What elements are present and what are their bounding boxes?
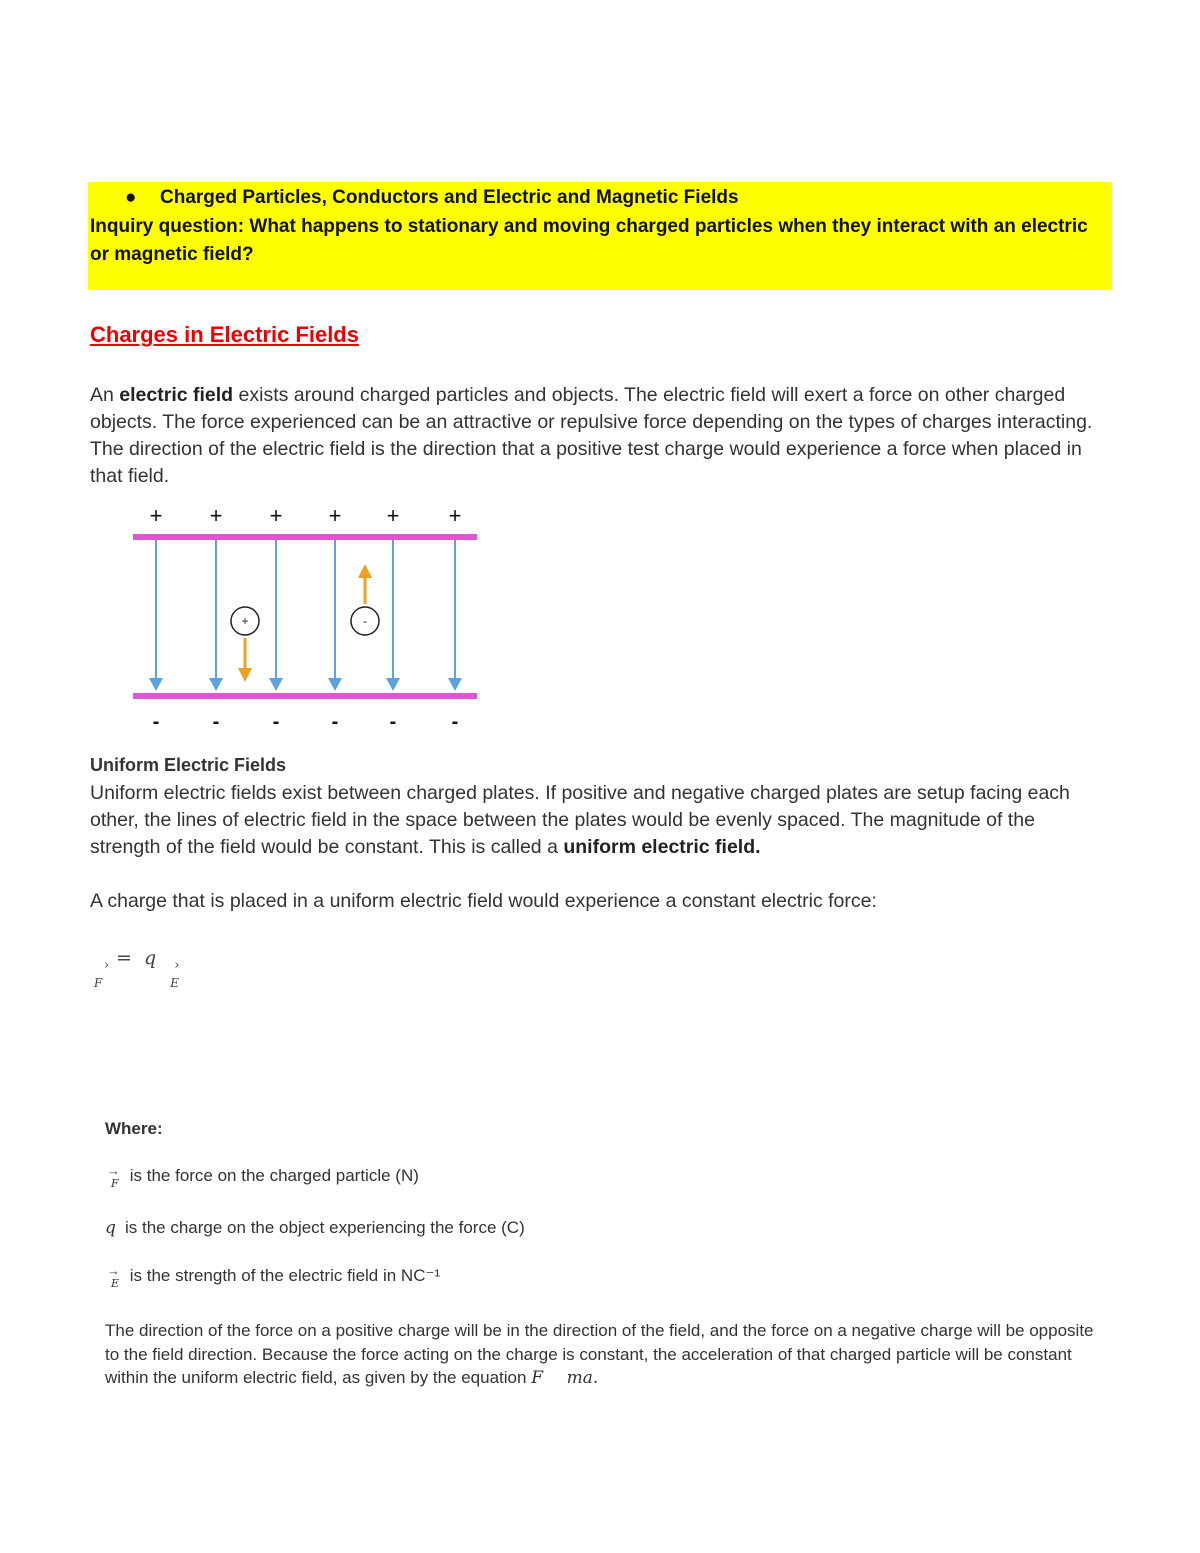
definition-charge: q is the charge on the object experiencing the force (C) (105, 1218, 525, 1238)
force-statement: A charge that is placed in a uniform electric field would experience a constant electric force: (90, 890, 877, 912)
plus-sign: + (328, 503, 342, 528)
plus-sign: + (269, 503, 283, 528)
field-arrowhead (448, 678, 462, 691)
field-arrowhead (386, 678, 400, 691)
minus-sign: - (331, 711, 339, 733)
field-arrowhead (328, 678, 342, 691)
section-heading: Charges in Electric Fields (90, 322, 359, 347)
inquiry-question: Inquiry question: What happens to stationary and moving charged particles when they interact with an electric or magnetic field? (90, 216, 1088, 265)
uniform-paragraph: Uniform electric fields exist between charged plates. If positive and negative charged plates are setup facing each other, the lines of electric field in the space between the plates would be evenly spaced. The magnitude of the strength of the field would be constant. This is called a uniform electric field. (90, 782, 1070, 858)
definition-force: → F is the force on the charged particle (N) (107, 1162, 419, 1190)
field-lines (149, 540, 462, 691)
eq-F-inline: F (531, 1368, 543, 1388)
bullet: ● (125, 187, 137, 208)
minus-sign: - (389, 711, 397, 733)
positive-charge-label: + (241, 614, 249, 628)
eq-E: E (170, 976, 179, 990)
force-equation: › F = q › E (94, 947, 180, 990)
minus-sign: - (152, 711, 160, 733)
definition-field: → E is the strength of the electric field in NC⁻¹ (107, 1262, 441, 1290)
plus-sign: + (149, 503, 163, 528)
field-arrowhead (209, 678, 223, 691)
subheading-uniform-fields: Uniform Electric Fields (90, 755, 287, 775)
force-arrowhead (238, 668, 252, 682)
eq-ma-inline: ma. (566, 1368, 599, 1388)
minus-sign: - (451, 711, 459, 733)
field-arrowhead (149, 678, 163, 691)
positive-plate (133, 534, 477, 540)
term-electric-field: electric field (119, 384, 234, 406)
intro-paragraph: An electric field exists around charged particles and objects. The electric field will exert a force on other charged objects. The force experienced can be an attractive or repulsive force depending on the types of charges interacting. The direction of the electric field is the direction that a positive test charge would experience a force when placed in that field. (90, 384, 1093, 487)
eq-equals: = (116, 947, 132, 969)
eq-F: F (94, 976, 103, 990)
minus-sign: - (212, 711, 220, 733)
negative-charge-label: - (363, 614, 367, 628)
plus-sign: + (209, 503, 223, 528)
plus-sign: + (386, 503, 400, 528)
positive-plate-signs (150, 503, 462, 528)
negative-plate-signs (153, 711, 459, 733)
negative-plate (133, 693, 477, 699)
minus-sign: - (272, 711, 280, 733)
topic-title: Charged Particles, Conductors and Electric and Magnetic Fields (160, 187, 739, 208)
term-uniform-field: uniform electric field. (563, 836, 761, 858)
conclusion-paragraph: The direction of the force on a positive charge will be in the direction of the field, and the force on a negative charge will be opposite to the field direction. Because the force acting on the charge is constant, the acceleration of that charged particle will be constant within the uniform electric field, as given by the equation F ma. (105, 1321, 1094, 1388)
force-arrowhead (358, 564, 372, 578)
where-label: Where: (105, 1119, 163, 1138)
field-arrowhead (269, 678, 283, 691)
uniform-field-diagram (120, 498, 500, 738)
eq-q: q (143, 947, 157, 969)
plus-sign: + (448, 503, 462, 528)
